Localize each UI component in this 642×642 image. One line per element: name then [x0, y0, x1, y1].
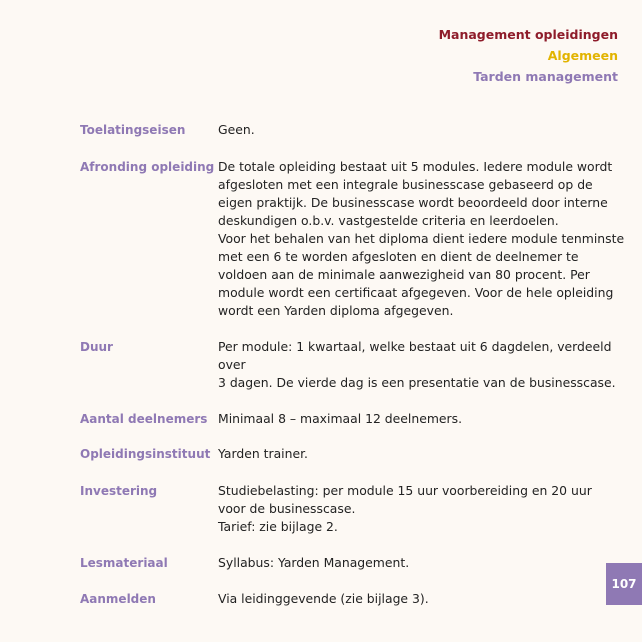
- row-label: Opleidingsinstituut: [80, 447, 211, 461]
- info-row-aanmelden: [80, 590, 630, 608]
- row-value: Yarden trainer.: [218, 446, 308, 461]
- page-header: [439, 24, 618, 87]
- info-row-toelatingseisen: [80, 121, 630, 139]
- row-label: Aanmelden: [80, 592, 156, 606]
- row-label: Duur: [80, 340, 113, 354]
- row-label: Afronding opleiding: [80, 160, 215, 174]
- row-label: Aantal deelnemers: [80, 412, 208, 426]
- row-value: Geen.: [218, 122, 255, 137]
- row-value: Studiebelasting: per module 15 uur voorbereiding en 20 uur voor de businesscase. Tarief: zie bijlage 2.: [218, 483, 592, 534]
- row-value: Via leidinggevende (zie bijlage 3).: [218, 591, 429, 606]
- info-row-investering: [80, 482, 630, 536]
- info-table: [80, 121, 630, 608]
- header-title: Management opleidingen: [438, 27, 618, 42]
- row-value: Per module: 1 kwartaal, welke bestaat uit 6 dagdelen, verdeeld over 3 dagen. De vierde dag is een presentatie van de businesscase.: [218, 339, 616, 390]
- info-row-aantal-deelnemers: [80, 410, 630, 428]
- row-value: Minimaal 8 – maximaal 12 deelnemers.: [218, 411, 463, 426]
- row-label: Lesmateriaal: [80, 556, 168, 570]
- header-section: Tarden management: [473, 69, 618, 84]
- info-row-lesmateriaal: [80, 554, 630, 572]
- info-row-afronding: [80, 158, 630, 320]
- row-label: Investering: [80, 484, 158, 498]
- header-subtitle: Algemeen: [547, 48, 618, 63]
- info-row-duur: [80, 338, 630, 392]
- row-value: Syllabus: Yarden Management.: [218, 555, 410, 570]
- row-label: Toelatingseisen: [80, 123, 186, 137]
- row-value: De totale opleiding bestaat uit 5 modules. Iedere module wordt afgesloten met een integrale businesscase gebaseerd op de eigen praktijk. De businesscase wordt beoordeeld door interne deskundigen o.b.v. vastgestelde criteria en leerdoelen. Voor het behalen van het diploma dient iedere module tenminste met een 6 te worden afgesloten en dient de deelnemer te voldoen aan de minimale aanwezigheid van 80 procent. Per module wordt een certificaat afgegeven. Voor de hele opleiding wordt een Yarden diploma afgegeven.: [218, 159, 625, 318]
- page-number: 107: [606, 563, 642, 605]
- info-row-opleidingsinstituut: [80, 445, 630, 463]
